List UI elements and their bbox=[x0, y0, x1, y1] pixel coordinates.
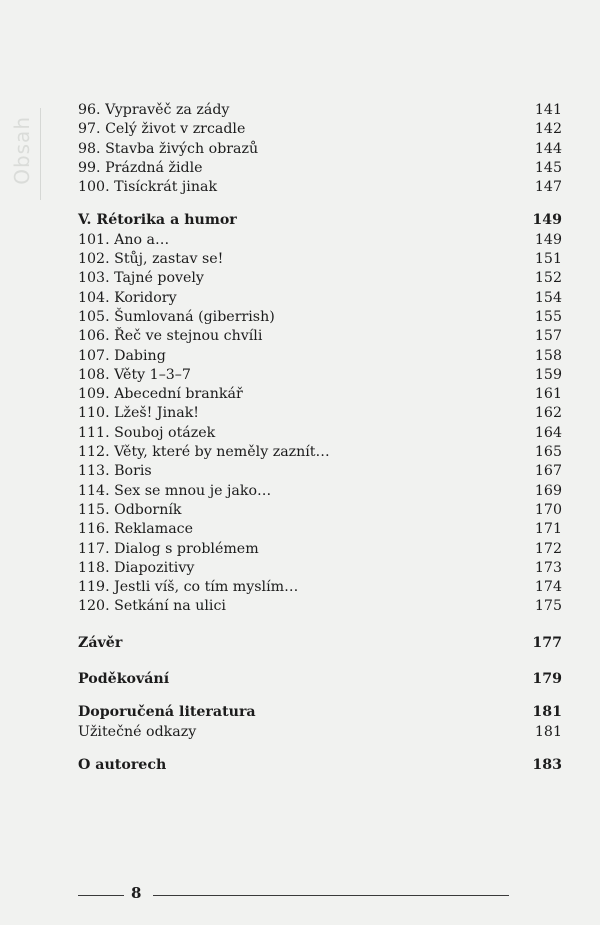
entry-page: 149 bbox=[534, 231, 562, 248]
toc-entry bbox=[78, 424, 562, 443]
toc-entry bbox=[78, 269, 562, 288]
entry-title: 113. Boris bbox=[78, 463, 152, 480]
toc-entry bbox=[78, 250, 562, 269]
entry-page: 141 bbox=[534, 102, 562, 118]
entry-page: 162 bbox=[534, 405, 562, 422]
entry-page: 165 bbox=[534, 444, 562, 461]
toc-entry bbox=[78, 120, 562, 139]
toc-entry bbox=[78, 231, 562, 250]
toc-entry bbox=[78, 501, 562, 520]
entry-page: 155 bbox=[534, 308, 562, 325]
entry-title: 104. Koridory bbox=[78, 289, 177, 306]
footer-rule-left bbox=[78, 895, 124, 896]
toc-conclusion bbox=[78, 634, 562, 653]
entry-title: 119. Jestli víš, co tím myslím… bbox=[78, 579, 299, 596]
toc-entry bbox=[78, 178, 562, 197]
entry-page: 175 bbox=[534, 598, 562, 615]
entry-page: 144 bbox=[534, 140, 562, 157]
toc-entry bbox=[78, 140, 562, 159]
entry-title: 99. Prázdná židle bbox=[78, 159, 203, 176]
section-title: V. Rétorika a humor bbox=[78, 212, 237, 229]
toc-entry bbox=[78, 462, 562, 481]
conclusion-title: Závěr bbox=[78, 634, 123, 651]
entry-page: 173 bbox=[534, 559, 562, 576]
acknowledgements-title: Poděkování bbox=[78, 671, 170, 688]
toc-entry bbox=[78, 597, 562, 616]
entry-title: 109. Abecední brankář bbox=[78, 386, 243, 403]
entry-title: 120. Setkání na ulici bbox=[78, 598, 226, 615]
entry-title: 103. Tajné povely bbox=[78, 270, 204, 287]
page-number: 8 bbox=[131, 884, 142, 902]
entry-page: 174 bbox=[534, 579, 562, 596]
side-thumb-mark: Obsah bbox=[6, 108, 41, 200]
entry-title: 111. Souboj otázek bbox=[78, 424, 216, 441]
literature-page: 181 bbox=[532, 704, 562, 721]
toc-literature bbox=[78, 703, 562, 722]
entry-page: 145 bbox=[534, 159, 562, 176]
literature-title: Doporučená literatura bbox=[78, 704, 256, 721]
toc-links bbox=[78, 723, 562, 742]
toc-entry bbox=[78, 385, 562, 404]
entry-title: 100. Tisíckrát jinak bbox=[78, 179, 218, 196]
toc-entry bbox=[78, 159, 562, 178]
entry-title: 97. Celý život v zrcadle bbox=[78, 121, 246, 138]
toc-authors bbox=[78, 756, 562, 775]
toc-entry bbox=[78, 520, 562, 539]
footer-rule-right bbox=[153, 895, 509, 896]
toc-entry bbox=[78, 289, 562, 308]
entry-title: 105. Šumlovaná (giberrish) bbox=[78, 308, 275, 325]
toc-entry bbox=[78, 101, 562, 120]
entry-page: 170 bbox=[534, 501, 562, 518]
entry-page: 171 bbox=[534, 521, 562, 538]
entry-title: 106. Řeč ve stejnou chvíli bbox=[78, 328, 263, 345]
entry-title: 96. Vypravěč za zády bbox=[78, 102, 230, 118]
toc-entry bbox=[78, 559, 562, 578]
entry-title: 98. Stavba živých obrazů bbox=[78, 140, 259, 157]
toc-entry bbox=[78, 540, 562, 559]
authors-title: O autorech bbox=[78, 756, 167, 773]
section-page: 149 bbox=[532, 212, 562, 229]
entry-title: 101. Ano a… bbox=[78, 231, 170, 248]
entry-page: 154 bbox=[534, 289, 562, 306]
toc-entry bbox=[78, 347, 562, 366]
entry-title: 116. Reklamace bbox=[78, 521, 194, 538]
entry-title: 102. Stůj, zastav se! bbox=[78, 251, 224, 268]
toc-entry bbox=[78, 404, 562, 423]
toc-entry bbox=[78, 327, 562, 346]
toc-acknowledgements bbox=[78, 670, 562, 689]
entry-page: 151 bbox=[534, 251, 562, 268]
toc-entry bbox=[78, 366, 562, 385]
entry-page: 169 bbox=[534, 482, 562, 499]
entry-title: 117. Dialog s problémem bbox=[78, 540, 259, 557]
entry-page: 157 bbox=[534, 328, 562, 345]
links-title: Užitečné odkazy bbox=[78, 723, 197, 740]
entry-page: 158 bbox=[534, 347, 562, 364]
toc-section-heading bbox=[78, 211, 562, 230]
acknowledgements-page: 179 bbox=[532, 671, 562, 688]
entry-title: 114. Sex se mnou je jako… bbox=[78, 482, 272, 499]
entry-page: 167 bbox=[534, 463, 562, 480]
entry-title: 108. Věty 1–3–7 bbox=[78, 366, 191, 383]
entry-page: 172 bbox=[534, 540, 562, 557]
entry-title: 107. Dabing bbox=[78, 347, 166, 364]
entry-title: 112. Věty, které by neměly zaznít… bbox=[78, 444, 330, 461]
page-footer bbox=[78, 884, 562, 904]
entry-page: 152 bbox=[534, 270, 562, 287]
entry-page: 159 bbox=[534, 366, 562, 383]
table-of-contents bbox=[78, 101, 562, 775]
toc-entry bbox=[78, 443, 562, 462]
toc-entry bbox=[78, 482, 562, 501]
entry-page: 161 bbox=[534, 386, 562, 403]
authors-page: 183 bbox=[532, 756, 562, 773]
conclusion-page: 177 bbox=[532, 634, 562, 651]
links-page: 181 bbox=[534, 723, 562, 740]
entry-title: 115. Odborník bbox=[78, 501, 182, 518]
entry-page: 164 bbox=[534, 424, 562, 441]
entry-page: 147 bbox=[534, 179, 562, 196]
toc-entry bbox=[78, 308, 562, 327]
entry-title: 110. Lžeš! Jinak! bbox=[78, 405, 200, 422]
entry-page: 142 bbox=[534, 121, 562, 138]
toc-entry bbox=[78, 578, 562, 597]
entry-title: 118. Diapozitivy bbox=[78, 559, 195, 576]
